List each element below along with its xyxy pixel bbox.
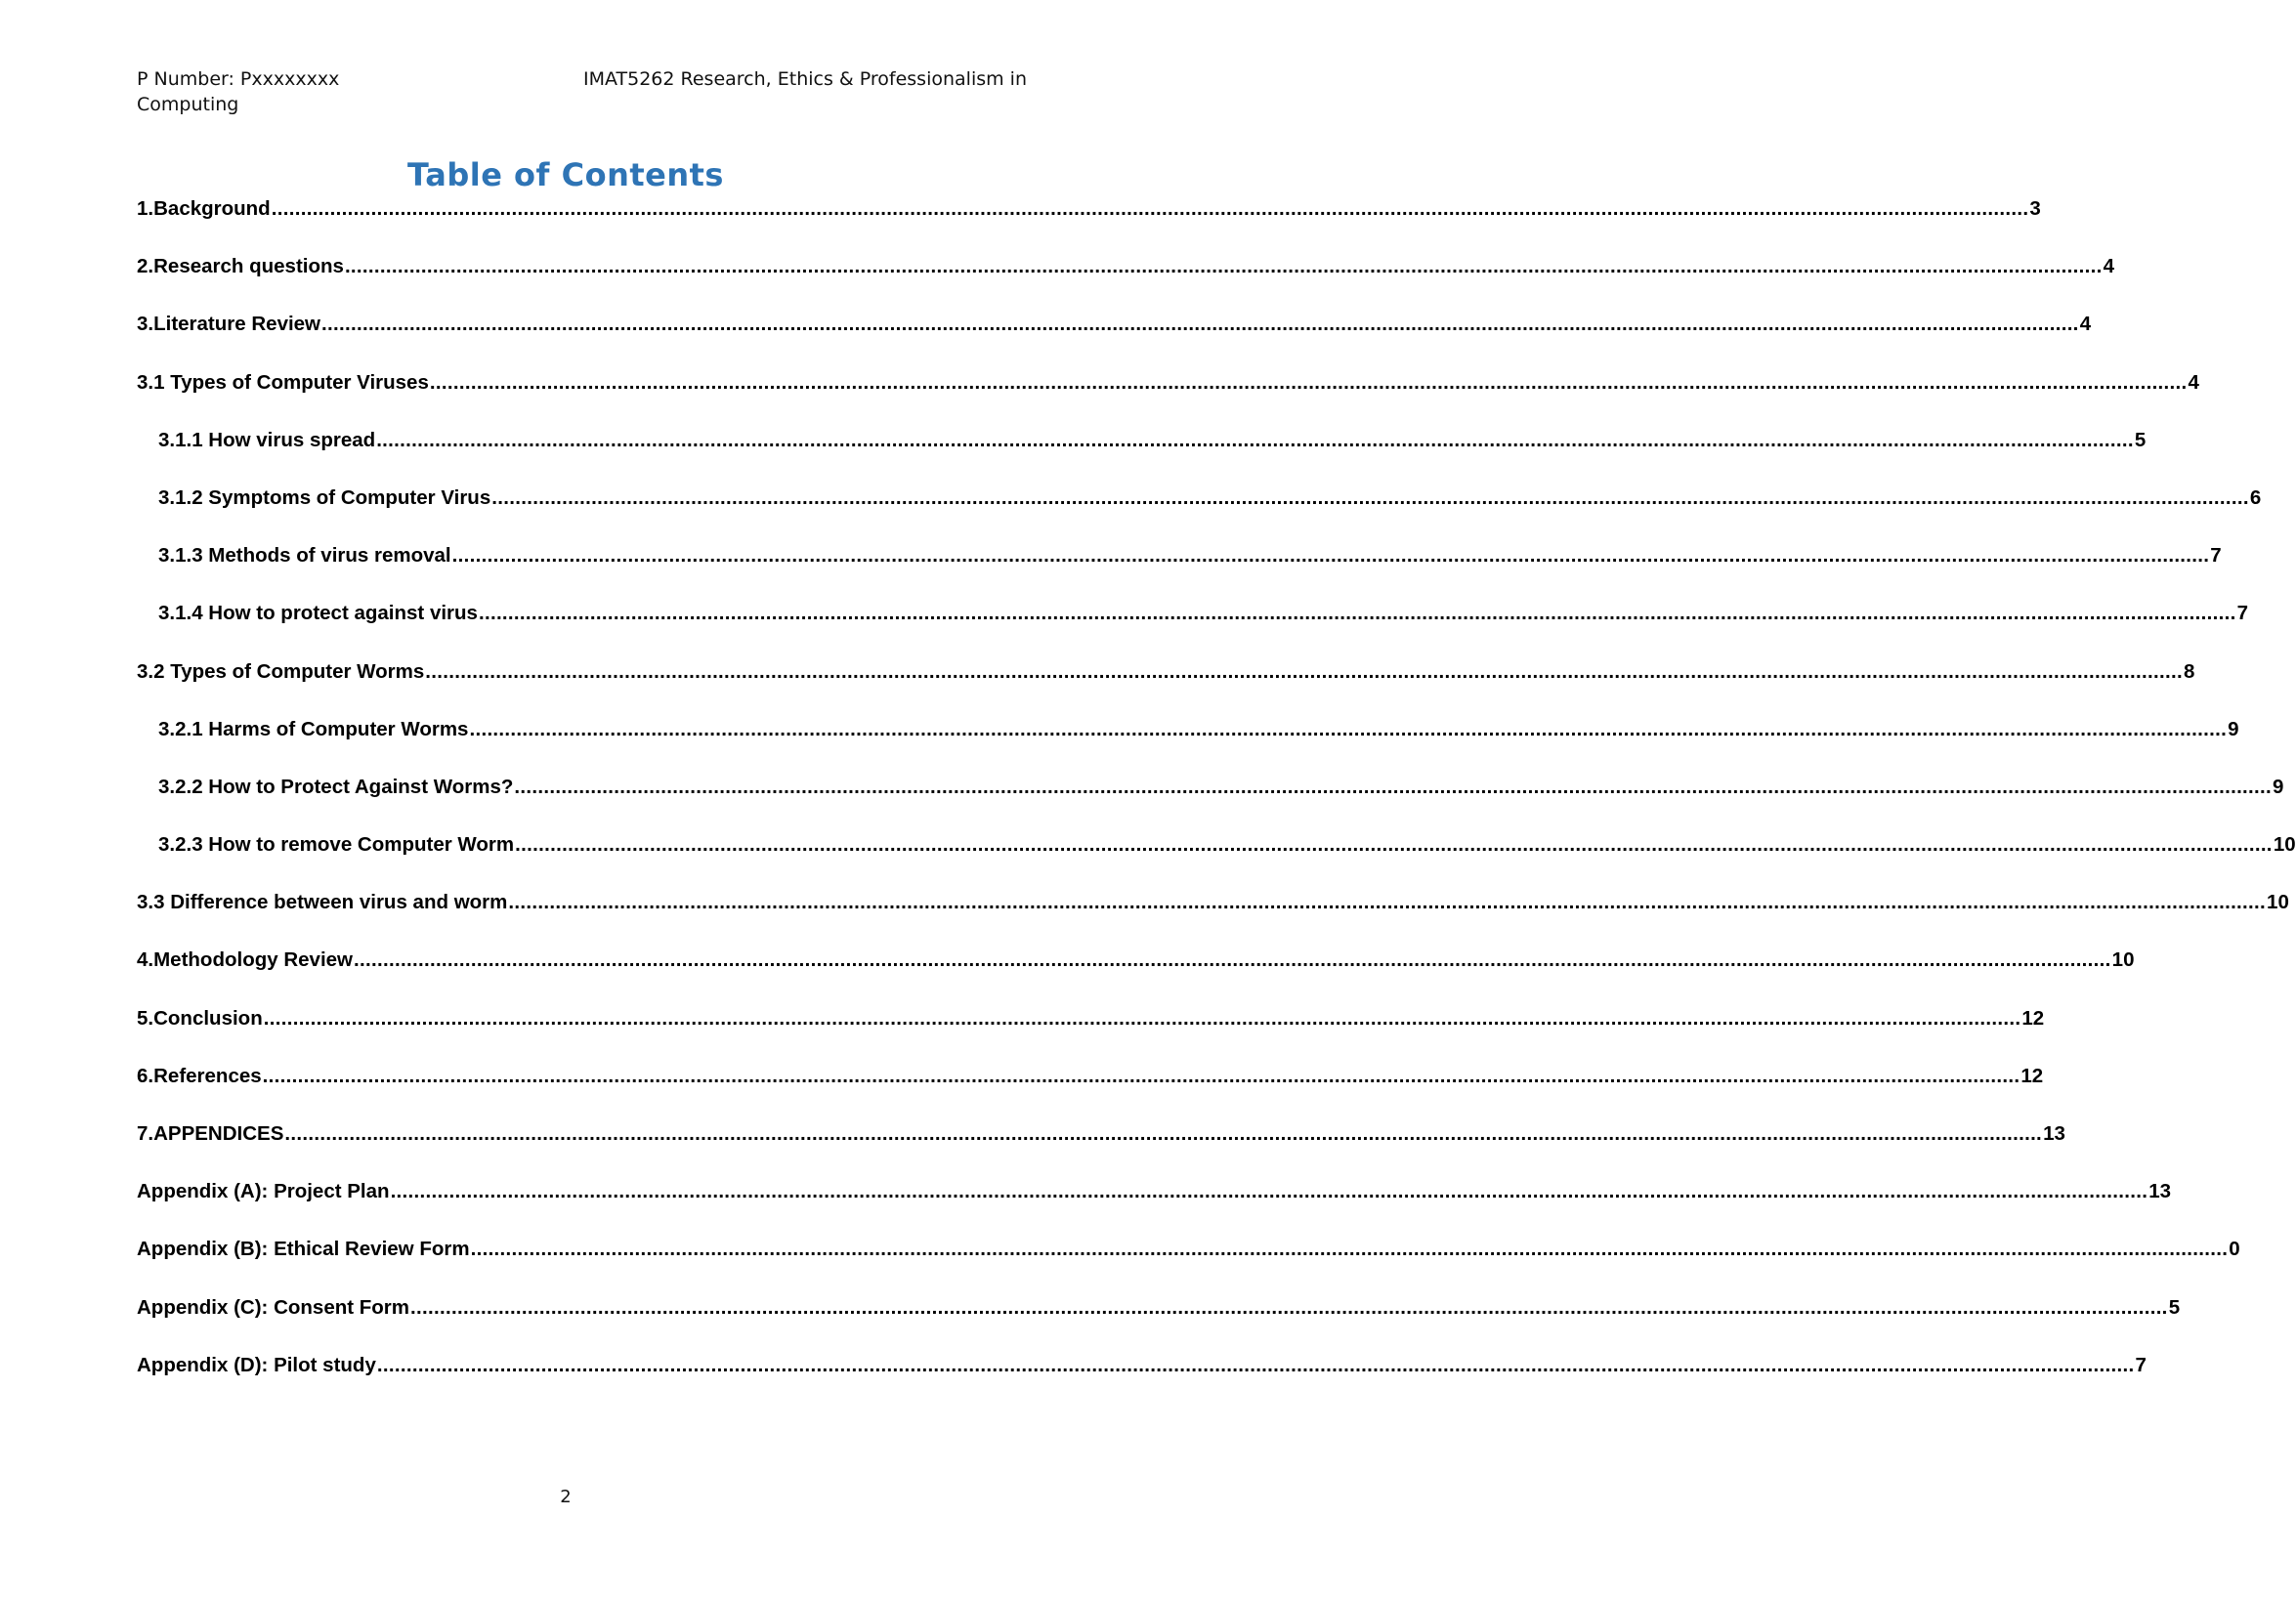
toc-entry[interactable] [137,1006,2045,1065]
toc-entry-label: 3.1.2 Symptoms of Computer Virus [158,485,491,509]
toc-entry-label: Conclusion [153,1006,263,1030]
toc-entry-number: 1. [137,197,154,220]
toc-entry-label: APPENDICES [153,1122,284,1145]
toc-heading: Table of Contents [407,156,724,193]
toc-dot-leader: ............................................................................................................................................................................................................................................................................................................ [376,1353,2135,1376]
toc-dot-leader: ............................................................................................................................................................................................................................................................................................................ [410,1295,2168,1319]
toc-entry-page: 7 [2210,544,2222,568]
toc-dot-leader: ............................................................................................................................................................................................................................................................................................................ [321,313,2079,336]
toc-entry[interactable] [137,428,2147,486]
toc-entry-label: 3.3 Difference between virus and worm [137,891,508,914]
toc-entry[interactable] [137,1353,2147,1411]
page-number: 2 [560,1487,572,1507]
toc-dot-leader: ............................................................................................................................................................................................................................................................................................................ [263,1006,2021,1030]
toc-entry-number: 2. [137,255,154,278]
toc-entry-number: 4. [137,948,154,972]
toc-entry-label: Appendix (C): Consent Form [137,1295,410,1319]
toc-entry[interactable] [137,1238,2240,1295]
toc-entry[interactable] [137,370,2199,429]
toc-dot-leader: ............................................................................................................................................................................................................................................................................................................ [429,370,2188,394]
toc-dot-leader: ............................................................................................................................................................................................................................................................................................................ [425,659,2183,683]
table-of-contents [137,197,2296,1411]
toc-entry-page: 9 [2228,717,2239,740]
toc-dot-leader: ............................................................................................................................................................................................................................................................................................................ [271,197,2029,220]
toc-entry-page: 9 [2273,775,2284,798]
toc-entry[interactable] [137,717,2239,776]
toc-entry[interactable] [137,1122,2065,1180]
toc-dot-leader: ............................................................................................................................................................................................................................................................................................................ [344,255,2103,278]
toc-entry-label: Research questions [153,255,344,278]
toc-entry-page: 4 [2103,255,2115,278]
module-title: IMAT5262 Research, Ethics & Professionalism in [583,68,1027,90]
toc-entry-page: 6 [2249,485,2262,509]
toc-entry-label: Background [153,197,271,220]
toc-entry-page: 10 [2273,833,2296,857]
toc-entry-label: Literature Review [153,313,321,336]
toc-entry-label: 3.2.1 Harms of Computer Worms [158,717,469,740]
toc-entry-page: 5 [2134,428,2147,451]
toc-entry[interactable] [137,775,2284,833]
toc-entry-page: 12 [2020,1064,2044,1087]
toc-dot-leader: ............................................................................................................................................................................................................................................................................................................ [469,717,2228,740]
toc-entry-page: 8 [2183,659,2195,683]
toc-entry-label: Appendix (D): Pilot study [137,1353,376,1376]
toc-entry-page: 4 [2079,313,2092,336]
toc-entry-label: 3.1 Types of Computer Viruses [137,370,429,394]
toc-dot-leader: ............................................................................................................................................................................................................................................................................................................ [508,891,2267,914]
toc-entry-page: 7 [2236,602,2249,625]
toc-entry[interactable] [137,313,2092,370]
toc-entry-page: 10 [2267,891,2289,914]
toc-entry-page: 13 [2043,1122,2065,1145]
toc-entry[interactable] [137,485,2262,544]
toc-entry-page: 12 [2021,1006,2045,1030]
toc-entry-page: 0 [2229,1238,2240,1261]
toc-dot-leader: ............................................................................................................................................................................................................................................................................................................ [470,1238,2229,1261]
toc-entry-label: 3.1.3 Methods of virus removal [158,544,451,568]
toc-dot-leader: ............................................................................................................................................................................................................................................................................................................ [451,544,2210,568]
toc-dot-leader: ............................................................................................................................................................................................................................................................................................................ [354,948,2111,972]
toc-dot-leader: ............................................................................................................................................................................................................................................................................................................ [514,775,2273,798]
toc-dot-leader: ............................................................................................................................................................................................................................................................................................................ [376,428,2134,451]
toc-entry-page: 4 [2188,370,2199,394]
toc-entry-page: 10 [2111,948,2135,972]
toc-entry[interactable] [137,659,2195,718]
toc-entry-number: 7. [137,1122,154,1145]
toc-dot-leader: ............................................................................................................................................................................................................................................................................................................ [478,602,2236,625]
toc-dot-leader: ............................................................................................................................................................................................................................................................................................................ [491,485,2249,509]
toc-entry-page: 5 [2168,1295,2181,1319]
toc-dot-leader: ............................................................................................................................................................................................................................................................................................................ [262,1064,2020,1087]
toc-entry-label: Appendix (A): Project Plan [137,1180,390,1203]
toc-entry[interactable] [137,1180,2172,1238]
toc-dot-leader: ............................................................................................................................................................................................................................................................................................................ [284,1122,2043,1145]
toc-entry[interactable] [137,544,2222,602]
toc-entry-label: 3.1.1 How virus spread [158,428,376,451]
toc-entry[interactable] [137,197,2041,255]
toc-entry-label: Methodology Review [153,948,353,972]
toc-entry-number: 3. [137,313,154,336]
toc-entry-label: 3.2 Types of Computer Worms [137,659,425,683]
toc-entry[interactable] [137,255,2115,313]
toc-entry[interactable] [137,833,2296,891]
toc-dot-leader: ............................................................................................................................................................................................................................................................................................................ [515,833,2273,857]
toc-entry-label: 3.1.4 How to protect against virus [158,602,478,625]
toc-entry-number: 6. [137,1064,154,1087]
toc-dot-leader: ............................................................................................................................................................................................................................................................................................................ [390,1180,2148,1203]
toc-entry[interactable] [137,1064,2044,1122]
toc-entry-page: 3 [2029,197,2041,220]
toc-entry[interactable] [137,602,2249,659]
toc-entry-label: 3.2.3 How to remove Computer Worm [158,833,515,857]
toc-entry[interactable] [137,948,2135,1006]
toc-entry-page: 7 [2135,1353,2147,1376]
toc-entry-number: 5. [137,1006,154,1030]
toc-entry-label: References [153,1064,262,1087]
toc-entry[interactable] [137,891,2289,948]
toc-entry-label: Appendix (B): Ethical Review Form [137,1238,470,1261]
student-number: P Number: Pxxxxxxxx [137,68,340,90]
toc-entry-label: 3.2.2 How to Protect Against Worms? [158,775,514,798]
toc-entry-page: 13 [2148,1180,2172,1203]
module-title-wrap: Computing [137,94,239,115]
toc-entry[interactable] [137,1295,2181,1354]
